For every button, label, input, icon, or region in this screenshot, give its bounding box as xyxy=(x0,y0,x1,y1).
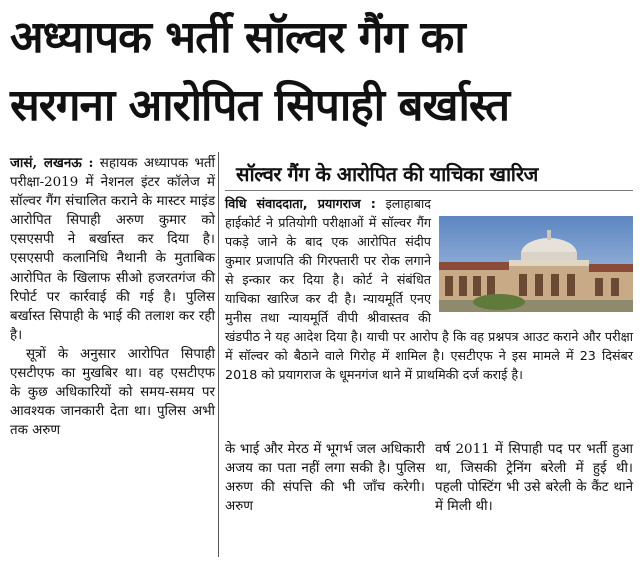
side-story-body xyxy=(225,194,633,384)
main-story-column-4 xyxy=(435,440,633,516)
headline-line-2: सरगना आरोपित सिपाही बर्खास्त xyxy=(10,80,510,131)
side-story-heading: सॉल्वर गैंग के आरोपित की याचिका खारिज xyxy=(236,162,538,186)
main-story-para-4: वर्ष 2011 में सिपाही पद पर भर्ती हुआ था, जिसकी ट्रेनिंग बरेली में हुई थी। पहली पोस्टिंग भी उसे बरेली के कैंट थाने में मिली थी। xyxy=(435,442,633,515)
main-story-para-1: जासं, लखनऊ : सहायक अध्यापक भर्ती परीक्षा-2019 में नेशनल इंटर कॉलेज में सॉल्वर गैंग संचालित कराने के मास्टर माइंड आरोपित सिपाही अरुण कुमार को एसएसपी ने बर्खास्त कर दिया है। एसएसपी कलानिधि नैथानी के मुताबिक आरोपित के खिलाफ सीओ हजरतगंज की रिपोर्ट पर कार्रवाई की गई है। पुलिस बर्खास्त सिपाही के भाई की तलाश कर रही है। xyxy=(10,155,215,343)
main-dateline: जासं, लखनऊ : xyxy=(10,155,94,171)
main-story-para-2: सूत्रों के अनुसार आरोपित सिपाही एसटीएफ का मुखबिर था। वह एसटीएफ के कुछ अधिकारियों को समय-समय पर आवश्यक जानकारी देता था। पुलिस अभी तक अरुण xyxy=(10,346,215,439)
side-story-para: विधि संवाददाता, प्रयागराज : इलाहाबाद हाईकोर्ट ने प्रतियोगी परीक्षाओं में सॉल्वर गैंग पकड़े जाने के बाद एक आरोपित संदीप कुमार प्रजापति की गिरफ्तारी पर रोक लगाने से इन्कार कर दिया है। कोर्ट ने संबंधित याचिका खारिज कर दी है। न्यायमूर्ति एनए मुनीस तथा न्यायमूर्ति वीपी श्रीवास्तव की खंडपीठ ने यह आदेश दिया है। याची पर आरोप है कि वह प्रश्नपत्र आउट कराने और परीक्षा में सॉल्वर को बैठाने वाले गिरोह में शामिल है। एसटीएफ ने इस मामले में 23 दिसंबर 2018 को प्रयागराज के धूमनगंज थाने में प्राथमिकी दर्ज कराई है। xyxy=(225,196,633,382)
main-story-para-3: के भाई और मेरठ में भूगर्भ जल अधिकारी अजय का पता नहीं लगा सकी है। पुलिस अरुण की संपत्ति की भी जाँच करेगी। अरुण xyxy=(225,442,425,515)
side-story-rule xyxy=(225,190,633,191)
column-divider xyxy=(218,152,219,557)
main-story-column-3 xyxy=(225,440,425,516)
headline-line-1: अध्यापक भर्ती सॉल्वर गैंग का xyxy=(10,12,465,63)
court-building-photo xyxy=(439,216,633,312)
side-dateline: विधि संवाददाता, प्रयागराज : xyxy=(225,196,376,211)
main-story-column-1 xyxy=(10,154,215,440)
headline xyxy=(10,4,632,140)
